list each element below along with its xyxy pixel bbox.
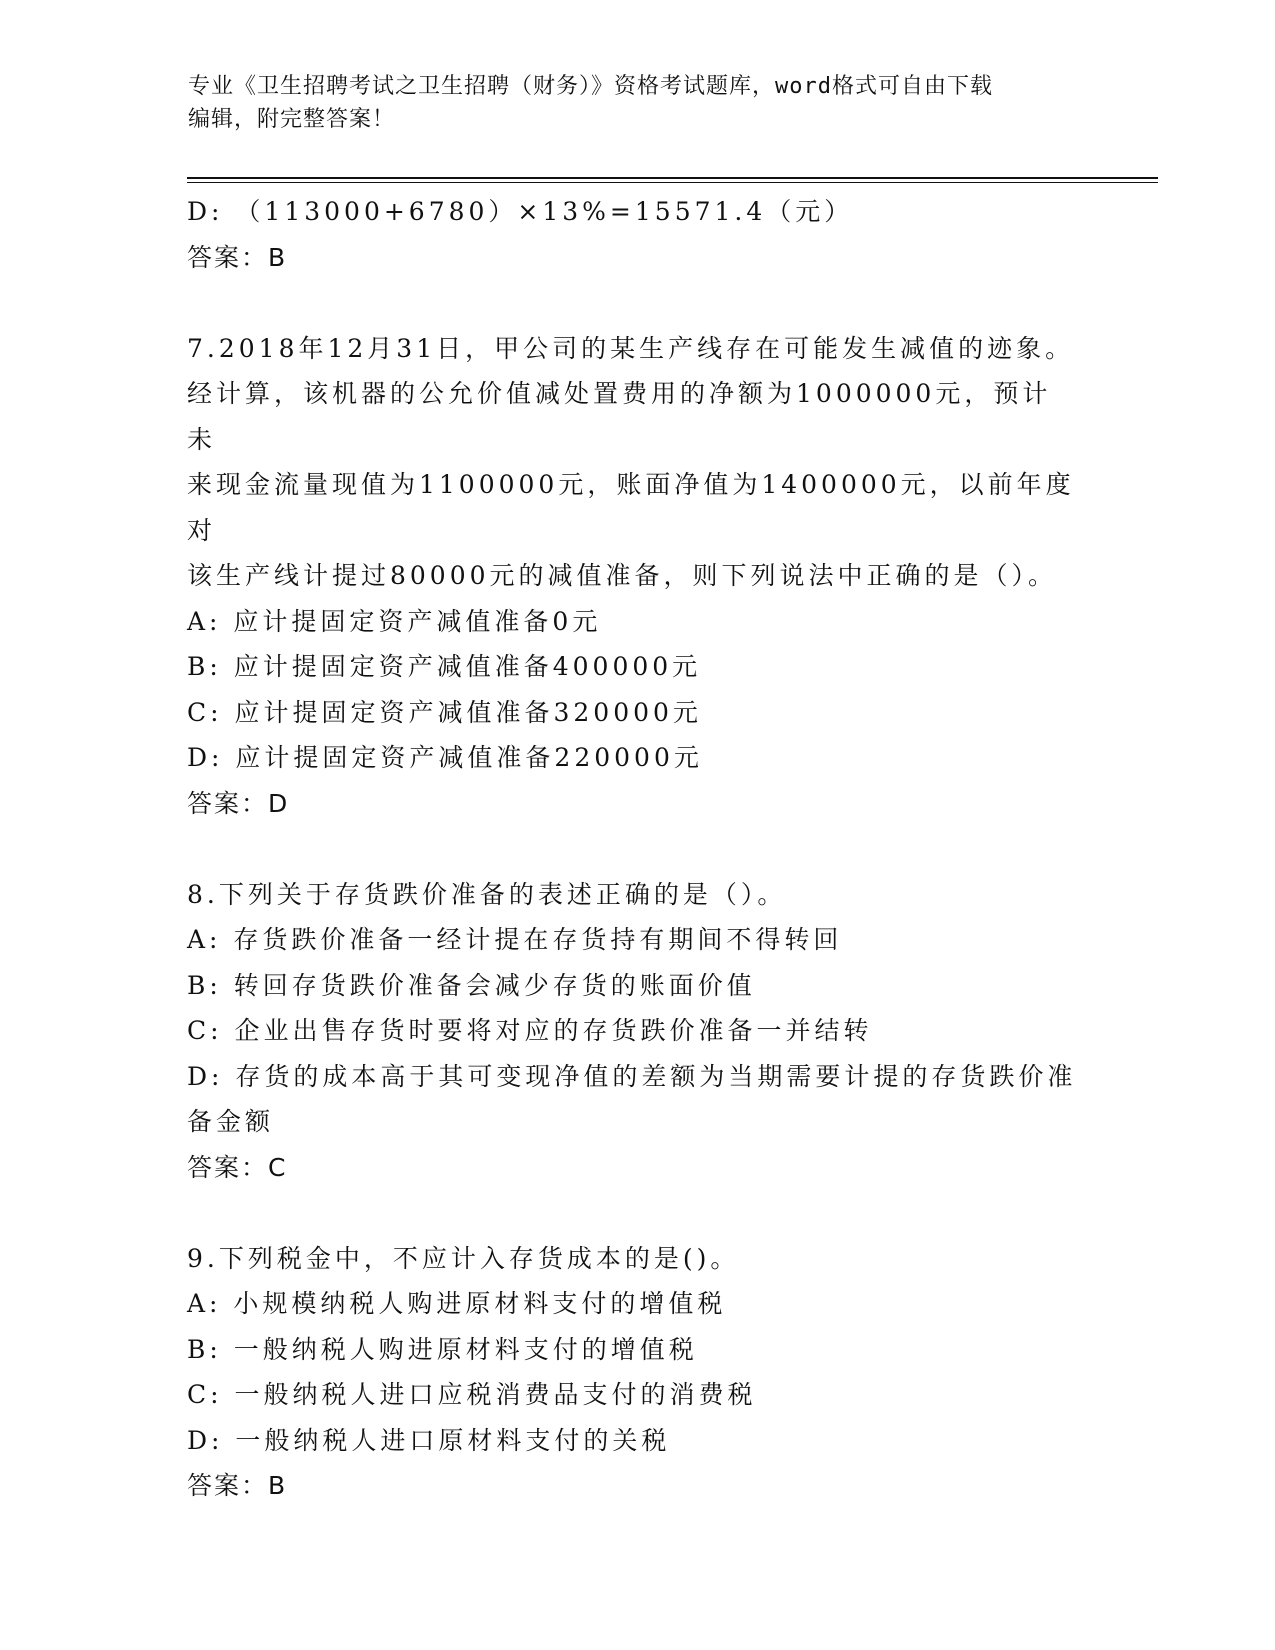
option-b: B: 转回存货跌价准备会减少存货的账面价值 bbox=[187, 970, 756, 1000]
option-b: B: 应计提固定资产减值准备400000元 bbox=[187, 652, 702, 681]
header-line-1: 专业《卫生招聘考试之卫生招聘（财务）》资格考试题库，word格式可自由下载 bbox=[188, 74, 993, 99]
answer-line: 答案：C bbox=[187, 1152, 288, 1182]
header-rule-thin bbox=[187, 182, 1158, 183]
spacer bbox=[187, 1190, 1077, 1236]
question-stem-line: 来现金流量现值为1100000元，账面净值为1400000元，以前年度对 bbox=[187, 470, 1075, 545]
question-stem-line: 8.下列关于存货跌价准备的表述正确的是（）。 bbox=[187, 879, 787, 909]
option-c: C: 企业出售存货时要将对应的存货跌价准备一并结转 bbox=[187, 1016, 873, 1045]
option-d: D: 存货的成本高于其可变现净值的差额为当期需要计提的存货跌价准 bbox=[187, 1061, 1077, 1091]
header-line-2: 编辑，附完整答案！ bbox=[188, 107, 396, 132]
question-stem-line: 该生产线计提过80000元的减值准备，则下列说法中正确的是（）。 bbox=[187, 561, 1058, 590]
spacer bbox=[187, 826, 1077, 872]
question-7 bbox=[187, 326, 1077, 827]
header-rule-thick bbox=[187, 177, 1158, 179]
question-9 bbox=[187, 1236, 1077, 1509]
option-c: C: 一般纳税人进口应税消费品支付的消费税 bbox=[187, 1380, 757, 1409]
option-a: A: 小规模纳税人购进原材料支付的增值税 bbox=[187, 1289, 727, 1318]
question-stem-line: 9.下列税金中，不应计入存货成本的是()。 bbox=[187, 1243, 740, 1273]
option-d: D: （113000+6780）×13%=15571.4（元） bbox=[187, 197, 854, 226]
option-d: D: 一般纳税人进口原材料支付的关税 bbox=[187, 1425, 671, 1455]
option-d: D: 应计提固定资产减值准备220000元 bbox=[187, 743, 703, 772]
question-stem-line: 经计算，该机器的公允价值减处置费用的净额为1000000元，预计未 bbox=[187, 379, 1052, 454]
option-b: B: 一般纳税人购进原材料支付的增值税 bbox=[187, 1334, 698, 1364]
question-8 bbox=[187, 872, 1077, 1191]
option-c: C: 应计提固定资产减值准备320000元 bbox=[187, 697, 702, 727]
previous-question-tail bbox=[187, 189, 1077, 280]
option-a: A: 应计提固定资产减值准备0元 bbox=[187, 606, 602, 636]
answer-line: 答案：D bbox=[187, 788, 290, 818]
option-d-continuation: 备金额 bbox=[187, 1107, 275, 1136]
answer-line: 答案：B bbox=[187, 242, 288, 272]
page-content bbox=[187, 189, 1077, 1509]
page-header bbox=[188, 70, 1108, 136]
question-stem-line: 7.2018年12月31日，甲公司的某生产线存在可能发生减值的迹象。 bbox=[187, 333, 1075, 363]
option-a: A: 存货跌价准备一经计提在存货持有期间不得转回 bbox=[187, 925, 843, 954]
answer-line: 答案：B bbox=[187, 1471, 288, 1500]
spacer bbox=[187, 280, 1077, 326]
